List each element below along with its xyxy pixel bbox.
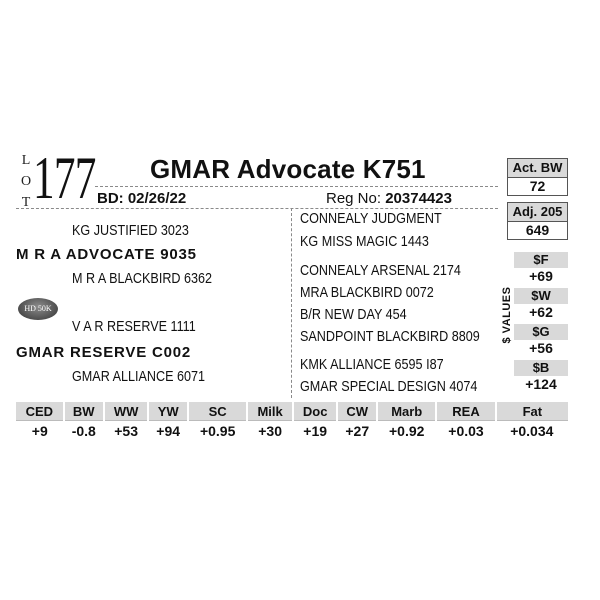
epd-value-ww: +53	[104, 421, 148, 441]
dollar-w-label: $W	[514, 288, 568, 304]
dollar-values-label	[500, 250, 514, 380]
adj-205-box	[507, 202, 568, 240]
registration-number	[326, 190, 452, 207]
reg-value: 20374423	[385, 190, 452, 207]
dam-sire-sire: B/R NEW DAY 454	[300, 306, 407, 323]
dam-dam-sire: KMK ALLIANCE 6595 I87	[300, 356, 444, 373]
dollar-w-value: +62	[529, 304, 553, 320]
epd-header-fat: Fat	[496, 402, 568, 421]
sire: M R A ADVOCATE 9035	[16, 246, 197, 263]
epd-value-marb: +0.92	[377, 421, 436, 441]
lot-label	[20, 154, 32, 210]
act-bw-box	[507, 158, 568, 196]
epd-value-ced: +9	[16, 421, 64, 441]
adj-205-value: 649	[507, 221, 568, 240]
lot-number: 177	[33, 145, 96, 211]
epd-table	[16, 402, 568, 440]
act-bw-label: Act. BW	[507, 158, 568, 177]
dam: GMAR RESERVE C002	[16, 344, 192, 361]
epd-header-sc: SC	[188, 402, 247, 421]
dollar-g-label: $G	[514, 324, 568, 340]
epd-header-milk: Milk	[247, 402, 293, 421]
dam-sire-dam: SANDPOINT BLACKBIRD 8809	[300, 328, 480, 345]
lot-letter-l: L	[21, 153, 31, 168]
epd-header-doc: Doc	[293, 402, 337, 421]
dam-dam: GMAR ALLIANCE 6071	[72, 368, 206, 385]
sire-dam-sire: CONNEALY ARSENAL 2174	[300, 262, 461, 279]
epd-header-marb: Marb	[377, 402, 436, 421]
lot-letter-o: O	[20, 174, 32, 189]
hd-50k-badge: HD 50K	[18, 298, 58, 320]
pedigree-divider	[16, 208, 498, 209]
epd-value-bw: -0.8	[64, 421, 104, 441]
dollar-b-label: $B	[514, 360, 568, 376]
act-bw-value: 72	[507, 177, 568, 196]
pedigree-vertical-divider	[291, 208, 292, 398]
dollar-f-value: +69	[529, 268, 553, 284]
birth-date: BD: 02/26/22	[97, 190, 187, 207]
epd-value-rea: +0.03	[436, 421, 495, 441]
adj-205-label: Adj. 205	[507, 202, 568, 221]
sire-sire-dam: KG MISS MAGIC 1443	[300, 233, 429, 250]
epd-value-yw: +94	[148, 421, 188, 441]
dam-sire: V A R RESERVE 1111	[72, 318, 196, 335]
lot-letter-t: T	[21, 195, 31, 210]
epd-value-cw: +27	[337, 421, 377, 441]
dollar-b-value: +124	[525, 376, 557, 392]
epd-header-cw: CW	[337, 402, 377, 421]
epd-header-ced: CED	[16, 402, 64, 421]
sire-sire-sire: CONNEALY JUDGMENT	[300, 210, 442, 227]
dollar-values-column	[514, 252, 568, 393]
epd-header-rea: REA	[436, 402, 495, 421]
title-divider	[95, 186, 498, 187]
reg-label: Reg No:	[326, 190, 382, 207]
epd-value-doc: +19	[293, 421, 337, 441]
epd-header-ww: WW	[104, 402, 148, 421]
epd-header-yw: YW	[148, 402, 188, 421]
epd-value-sc: +0.95	[188, 421, 247, 441]
sire-dam-dam: MRA BLACKBIRD 0072	[300, 284, 434, 301]
epd-value-milk: +30	[247, 421, 293, 441]
epd-value-fat: +0.034	[496, 421, 568, 441]
dollar-g-value: +56	[529, 340, 553, 356]
epd-header-bw: BW	[64, 402, 104, 421]
animal-name: GMAR Advocate K751	[150, 154, 426, 184]
dollar-f-label: $F	[514, 252, 568, 268]
epd-header-row	[16, 402, 568, 421]
sire-sire: KG JUSTIFIED 3023	[72, 222, 189, 239]
dollar-values-text: $ VALUES	[501, 286, 513, 344]
dam-dam-dam: GMAR SPECIAL DESIGN 4074	[300, 378, 478, 395]
epd-value-row	[16, 421, 568, 441]
sire-dam: M R A BLACKBIRD 6362	[72, 270, 213, 287]
